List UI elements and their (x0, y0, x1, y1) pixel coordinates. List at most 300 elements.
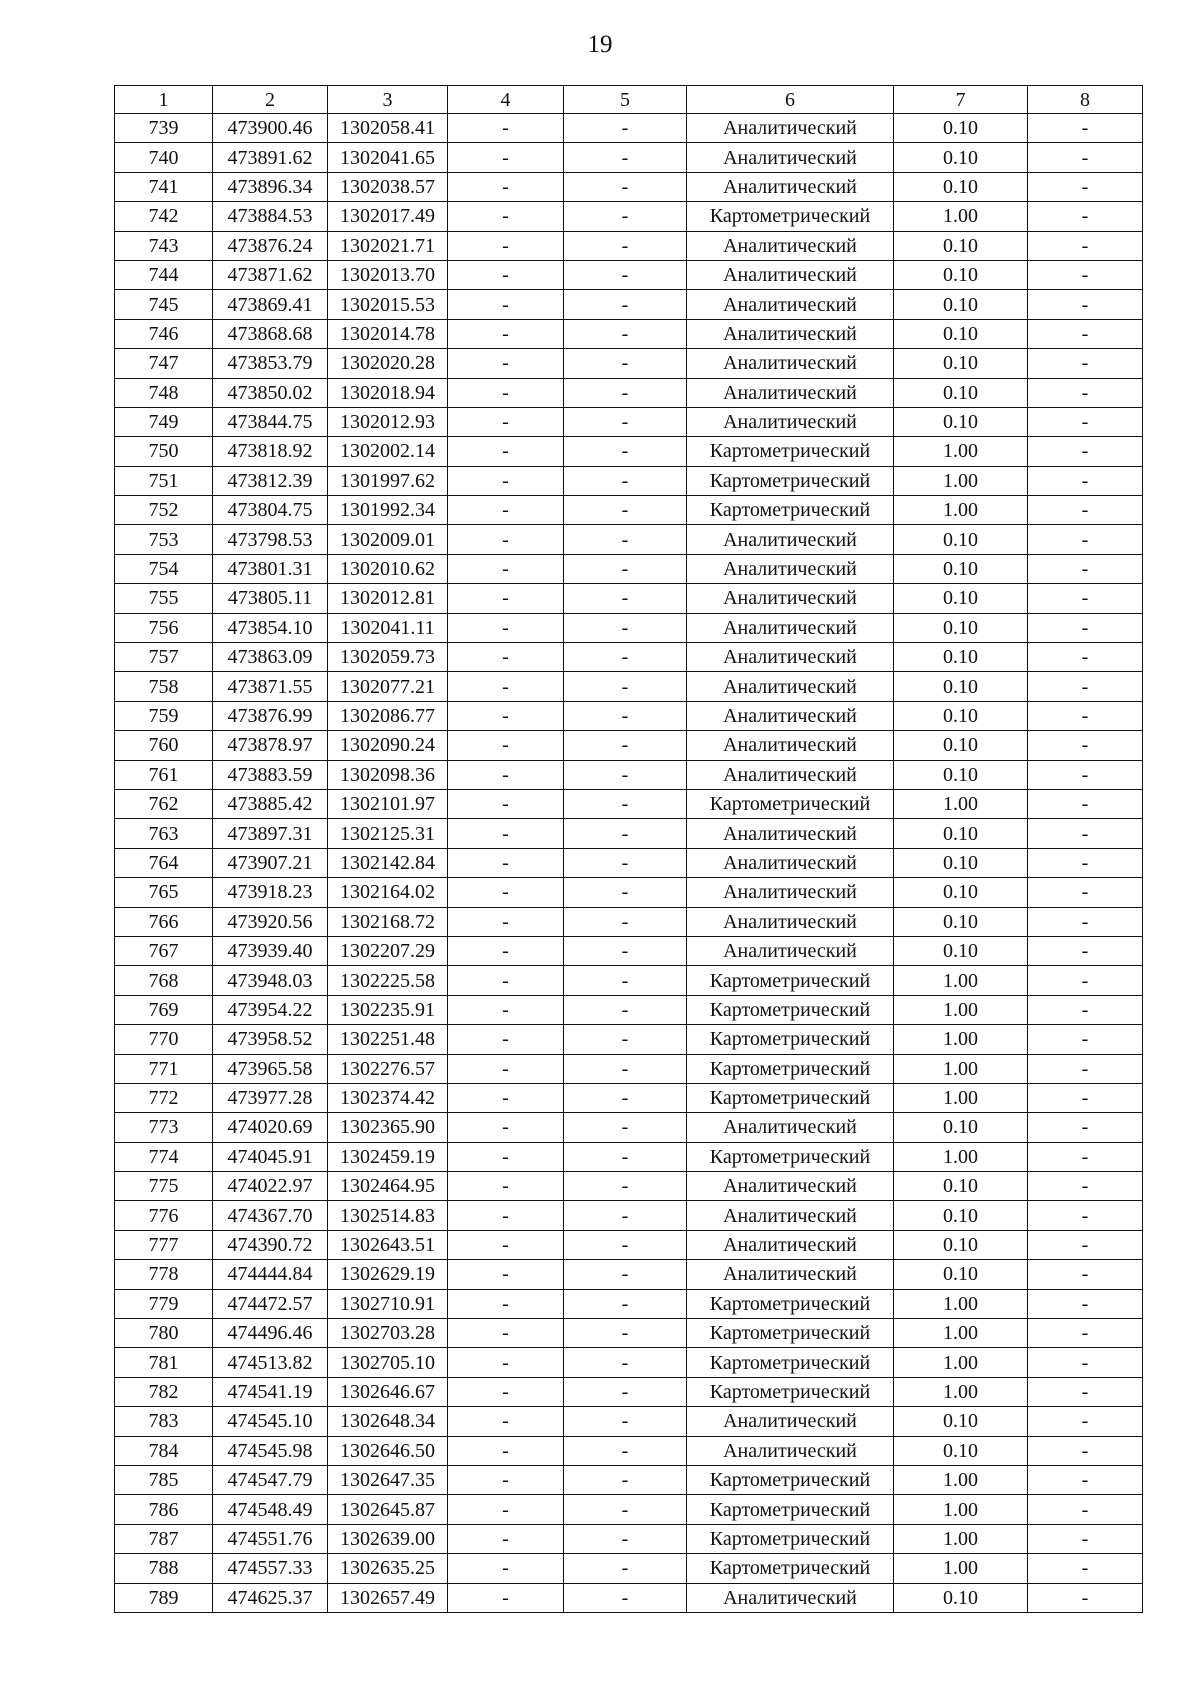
y-coordinate-cell: 1302086.77 (328, 701, 448, 730)
col-8-value-cell: - (1028, 584, 1143, 613)
method-cell: Аналитический (687, 407, 894, 436)
y-coordinate-cell: 1302059.73 (328, 643, 448, 672)
y-coordinate-cell: 1302276.57 (328, 1054, 448, 1083)
accuracy-cell: 0.10 (894, 525, 1028, 554)
col-8-value-cell: - (1028, 466, 1143, 495)
y-coordinate-cell: 1302639.00 (328, 1524, 448, 1553)
table-row (115, 1465, 1143, 1494)
method-cell: Картометрический (687, 1025, 894, 1054)
table-row (115, 437, 1143, 466)
accuracy-cell: 1.00 (894, 1495, 1028, 1524)
accuracy-cell: 1.00 (894, 437, 1028, 466)
accuracy-cell: 0.10 (894, 1113, 1028, 1142)
col-8-value-cell: - (1028, 1348, 1143, 1377)
accuracy-cell: 0.10 (894, 231, 1028, 260)
method-cell: Картометрический (687, 1465, 894, 1494)
col-5-value-cell: - (564, 1554, 687, 1583)
y-coordinate-cell: 1302041.11 (328, 613, 448, 642)
col-5-value-cell: - (564, 407, 687, 436)
col-8-value-cell: - (1028, 378, 1143, 407)
accuracy-cell: 0.10 (894, 672, 1028, 701)
point-number-cell: 784 (115, 1436, 213, 1465)
col-4-value-cell: - (448, 496, 564, 525)
method-cell: Картометрический (687, 1142, 894, 1171)
col-4-value-cell: - (448, 1348, 564, 1377)
point-number-cell: 751 (115, 466, 213, 495)
coordinates-table (114, 85, 1143, 1613)
col-5-value-cell: - (564, 1172, 687, 1201)
y-coordinate-cell: 1302142.84 (328, 848, 448, 877)
method-cell: Аналитический (687, 1172, 894, 1201)
x-coordinate-cell: 473876.99 (213, 701, 328, 730)
table-row (115, 731, 1143, 760)
point-number-cell: 749 (115, 407, 213, 436)
col-8-value-cell: - (1028, 995, 1143, 1024)
y-coordinate-cell: 1302077.21 (328, 672, 448, 701)
accuracy-cell: 0.10 (894, 290, 1028, 319)
col-4-value-cell: - (448, 672, 564, 701)
column-header-7: 7 (894, 86, 1028, 114)
col-5-value-cell: - (564, 378, 687, 407)
point-number-cell: 762 (115, 789, 213, 818)
col-4-value-cell: - (448, 1436, 564, 1465)
col-4-value-cell: - (448, 1113, 564, 1142)
y-coordinate-cell: 1302645.87 (328, 1495, 448, 1524)
x-coordinate-cell: 473868.68 (213, 319, 328, 348)
table-row (115, 290, 1143, 319)
table-row (115, 995, 1143, 1024)
accuracy-cell: 1.00 (894, 202, 1028, 231)
method-cell: Аналитический (687, 1201, 894, 1230)
col-4-value-cell: - (448, 613, 564, 642)
accuracy-cell: 1.00 (894, 1083, 1028, 1112)
point-number-cell: 777 (115, 1230, 213, 1259)
y-coordinate-cell: 1302021.71 (328, 231, 448, 260)
method-cell: Картометрический (687, 1054, 894, 1083)
method-cell: Аналитический (687, 143, 894, 172)
method-cell: Аналитический (687, 1436, 894, 1465)
method-cell: Аналитический (687, 1113, 894, 1142)
col-4-value-cell: - (448, 966, 564, 995)
x-coordinate-cell: 473918.23 (213, 878, 328, 907)
table-row (115, 378, 1143, 407)
col-8-value-cell: - (1028, 1054, 1143, 1083)
col-4-value-cell: - (448, 525, 564, 554)
point-number-cell: 778 (115, 1260, 213, 1289)
y-coordinate-cell: 1302058.41 (328, 114, 448, 143)
method-cell: Картометрический (687, 1289, 894, 1318)
method-cell: Аналитический (687, 819, 894, 848)
col-5-value-cell: - (564, 1260, 687, 1289)
col-8-value-cell: - (1028, 1142, 1143, 1171)
col-8-value-cell: - (1028, 202, 1143, 231)
table-row (115, 260, 1143, 289)
table-row (115, 172, 1143, 201)
table-row (115, 525, 1143, 554)
col-8-value-cell: - (1028, 1201, 1143, 1230)
y-coordinate-cell: 1302657.49 (328, 1583, 448, 1612)
point-number-cell: 739 (115, 114, 213, 143)
y-coordinate-cell: 1302101.97 (328, 789, 448, 818)
accuracy-cell: 1.00 (894, 789, 1028, 818)
point-number-cell: 756 (115, 613, 213, 642)
method-cell: Картометрический (687, 1495, 894, 1524)
point-number-cell: 760 (115, 731, 213, 760)
col-5-value-cell: - (564, 290, 687, 319)
table-row (115, 819, 1143, 848)
x-coordinate-cell: 473891.62 (213, 143, 328, 172)
method-cell: Аналитический (687, 319, 894, 348)
table-row (115, 848, 1143, 877)
accuracy-cell: 1.00 (894, 1289, 1028, 1318)
point-number-cell: 788 (115, 1554, 213, 1583)
x-coordinate-cell: 473804.75 (213, 496, 328, 525)
y-coordinate-cell: 1302646.50 (328, 1436, 448, 1465)
y-coordinate-cell: 1302090.24 (328, 731, 448, 760)
col-5-value-cell: - (564, 1083, 687, 1112)
col-8-value-cell: - (1028, 1113, 1143, 1142)
table-row (115, 496, 1143, 525)
y-coordinate-cell: 1302643.51 (328, 1230, 448, 1259)
method-cell: Картометрический (687, 437, 894, 466)
x-coordinate-cell: 474551.76 (213, 1524, 328, 1553)
col-4-value-cell: - (448, 554, 564, 583)
col-8-value-cell: - (1028, 643, 1143, 672)
method-cell: Аналитический (687, 260, 894, 289)
col-8-value-cell: - (1028, 789, 1143, 818)
col-8-value-cell: - (1028, 1260, 1143, 1289)
col-5-value-cell: - (564, 172, 687, 201)
y-coordinate-cell: 1302168.72 (328, 907, 448, 936)
table-row (115, 1083, 1143, 1112)
y-coordinate-cell: 1301992.34 (328, 496, 448, 525)
col-8-value-cell: - (1028, 1230, 1143, 1259)
col-4-value-cell: - (448, 584, 564, 613)
accuracy-cell: 1.00 (894, 1054, 1028, 1083)
y-coordinate-cell: 1302002.14 (328, 437, 448, 466)
table-row (115, 907, 1143, 936)
col-5-value-cell: - (564, 643, 687, 672)
x-coordinate-cell: 473954.22 (213, 995, 328, 1024)
col-8-value-cell: - (1028, 231, 1143, 260)
col-5-value-cell: - (564, 819, 687, 848)
accuracy-cell: 0.10 (894, 1230, 1028, 1259)
accuracy-cell: 0.10 (894, 936, 1028, 965)
point-number-cell: 740 (115, 143, 213, 172)
x-coordinate-cell: 473900.46 (213, 114, 328, 143)
point-number-cell: 783 (115, 1407, 213, 1436)
y-coordinate-cell: 1302703.28 (328, 1319, 448, 1348)
col-5-value-cell: - (564, 584, 687, 613)
col-8-value-cell: - (1028, 143, 1143, 172)
x-coordinate-cell: 473883.59 (213, 760, 328, 789)
col-8-value-cell: - (1028, 1495, 1143, 1524)
method-cell: Аналитический (687, 907, 894, 936)
col-4-value-cell: - (448, 260, 564, 289)
y-coordinate-cell: 1302225.58 (328, 966, 448, 995)
method-cell: Аналитический (687, 1407, 894, 1436)
point-number-cell: 757 (115, 643, 213, 672)
accuracy-cell: 0.10 (894, 319, 1028, 348)
method-cell: Картометрический (687, 966, 894, 995)
x-coordinate-cell: 474390.72 (213, 1230, 328, 1259)
col-5-value-cell: - (564, 319, 687, 348)
column-header-5: 5 (564, 86, 687, 114)
x-coordinate-cell: 473920.56 (213, 907, 328, 936)
method-cell: Картометрический (687, 466, 894, 495)
col-4-value-cell: - (448, 907, 564, 936)
accuracy-cell: 0.10 (894, 848, 1028, 877)
y-coordinate-cell: 1302648.34 (328, 1407, 448, 1436)
x-coordinate-cell: 473844.75 (213, 407, 328, 436)
col-5-value-cell: - (564, 1495, 687, 1524)
accuracy-cell: 0.10 (894, 584, 1028, 613)
x-coordinate-cell: 474472.57 (213, 1289, 328, 1318)
method-cell: Аналитический (687, 848, 894, 877)
column-header-8: 8 (1028, 86, 1143, 114)
point-number-cell: 787 (115, 1524, 213, 1553)
col-8-value-cell: - (1028, 848, 1143, 877)
x-coordinate-cell: 473896.34 (213, 172, 328, 201)
x-coordinate-cell: 474367.70 (213, 1201, 328, 1230)
x-coordinate-cell: 473897.31 (213, 819, 328, 848)
column-header-4: 4 (448, 86, 564, 114)
col-5-value-cell: - (564, 1201, 687, 1230)
table-row (115, 1260, 1143, 1289)
col-8-value-cell: - (1028, 407, 1143, 436)
y-coordinate-cell: 1301997.62 (328, 466, 448, 495)
y-coordinate-cell: 1302629.19 (328, 1260, 448, 1289)
y-coordinate-cell: 1302012.81 (328, 584, 448, 613)
method-cell: Картометрический (687, 1348, 894, 1377)
col-8-value-cell: - (1028, 1083, 1143, 1112)
point-number-cell: 759 (115, 701, 213, 730)
col-4-value-cell: - (448, 466, 564, 495)
point-number-cell: 752 (115, 496, 213, 525)
accuracy-cell: 1.00 (894, 1377, 1028, 1406)
y-coordinate-cell: 1302020.28 (328, 349, 448, 378)
method-cell: Картометрический (687, 496, 894, 525)
method-cell: Аналитический (687, 231, 894, 260)
col-4-value-cell: - (448, 936, 564, 965)
y-coordinate-cell: 1302014.78 (328, 319, 448, 348)
table-row (115, 1348, 1143, 1377)
x-coordinate-cell: 473863.09 (213, 643, 328, 672)
point-number-cell: 768 (115, 966, 213, 995)
x-coordinate-cell: 473884.53 (213, 202, 328, 231)
col-8-value-cell: - (1028, 1583, 1143, 1612)
col-4-value-cell: - (448, 1230, 564, 1259)
method-cell: Аналитический (687, 613, 894, 642)
method-cell: Аналитический (687, 114, 894, 143)
col-5-value-cell: - (564, 1465, 687, 1494)
point-number-cell: 775 (115, 1172, 213, 1201)
table-row (115, 1201, 1143, 1230)
table-row (115, 584, 1143, 613)
y-coordinate-cell: 1302207.29 (328, 936, 448, 965)
accuracy-cell: 0.10 (894, 613, 1028, 642)
table-row (115, 613, 1143, 642)
point-number-cell: 748 (115, 378, 213, 407)
accuracy-cell: 1.00 (894, 966, 1028, 995)
y-coordinate-cell: 1302374.42 (328, 1083, 448, 1112)
x-coordinate-cell: 473871.62 (213, 260, 328, 289)
method-cell: Аналитический (687, 584, 894, 613)
y-coordinate-cell: 1302125.31 (328, 819, 448, 848)
table-row (115, 319, 1143, 348)
method-cell: Аналитический (687, 554, 894, 583)
col-5-value-cell: - (564, 260, 687, 289)
point-number-cell: 769 (115, 995, 213, 1024)
table-row (115, 231, 1143, 260)
table-row (115, 1524, 1143, 1553)
table-row (115, 1289, 1143, 1318)
y-coordinate-cell: 1302017.49 (328, 202, 448, 231)
point-number-cell: 774 (115, 1142, 213, 1171)
table-row (115, 1554, 1143, 1583)
x-coordinate-cell: 473907.21 (213, 848, 328, 877)
table-row (115, 701, 1143, 730)
method-cell: Аналитический (687, 878, 894, 907)
x-coordinate-cell: 473871.55 (213, 672, 328, 701)
point-number-cell: 780 (115, 1319, 213, 1348)
col-8-value-cell: - (1028, 260, 1143, 289)
accuracy-cell: 1.00 (894, 1025, 1028, 1054)
x-coordinate-cell: 474513.82 (213, 1348, 328, 1377)
col-5-value-cell: - (564, 231, 687, 260)
col-5-value-cell: - (564, 789, 687, 818)
y-coordinate-cell: 1302038.57 (328, 172, 448, 201)
col-5-value-cell: - (564, 496, 687, 525)
col-8-value-cell: - (1028, 819, 1143, 848)
y-coordinate-cell: 1302251.48 (328, 1025, 448, 1054)
y-coordinate-cell: 1302164.02 (328, 878, 448, 907)
method-cell: Аналитический (687, 290, 894, 319)
x-coordinate-cell: 473798.53 (213, 525, 328, 554)
accuracy-cell: 0.10 (894, 878, 1028, 907)
accuracy-cell: 1.00 (894, 1554, 1028, 1583)
x-coordinate-cell: 474496.46 (213, 1319, 328, 1348)
x-coordinate-cell: 474548.49 (213, 1495, 328, 1524)
col-5-value-cell: - (564, 613, 687, 642)
col-8-value-cell: - (1028, 172, 1143, 201)
x-coordinate-cell: 473805.11 (213, 584, 328, 613)
table-row (115, 1495, 1143, 1524)
table-row (115, 1407, 1143, 1436)
col-8-value-cell: - (1028, 613, 1143, 642)
point-number-cell: 785 (115, 1465, 213, 1494)
col-4-value-cell: - (448, 878, 564, 907)
point-number-cell: 743 (115, 231, 213, 260)
col-8-value-cell: - (1028, 1407, 1143, 1436)
table-row (115, 789, 1143, 818)
accuracy-cell: 0.10 (894, 1583, 1028, 1612)
method-cell: Аналитический (687, 672, 894, 701)
y-coordinate-cell: 1302009.01 (328, 525, 448, 554)
point-number-cell: 781 (115, 1348, 213, 1377)
col-4-value-cell: - (448, 231, 564, 260)
col-8-value-cell: - (1028, 672, 1143, 701)
table-row (115, 936, 1143, 965)
col-5-value-cell: - (564, 1377, 687, 1406)
col-5-value-cell: - (564, 848, 687, 877)
x-coordinate-cell: 473878.97 (213, 731, 328, 760)
x-coordinate-cell: 473801.31 (213, 554, 328, 583)
table-row (115, 349, 1143, 378)
col-8-value-cell: - (1028, 1289, 1143, 1318)
table-row (115, 672, 1143, 701)
col-5-value-cell: - (564, 1113, 687, 1142)
col-8-value-cell: - (1028, 1524, 1143, 1553)
x-coordinate-cell: 474541.19 (213, 1377, 328, 1406)
table-row (115, 1113, 1143, 1142)
table-row (115, 643, 1143, 672)
y-coordinate-cell: 1302635.25 (328, 1554, 448, 1583)
col-4-value-cell: - (448, 1289, 564, 1318)
accuracy-cell: 0.10 (894, 349, 1028, 378)
table-row (115, 1319, 1143, 1348)
point-number-cell: 782 (115, 1377, 213, 1406)
col-8-value-cell: - (1028, 437, 1143, 466)
accuracy-cell: 0.10 (894, 1201, 1028, 1230)
point-number-cell: 746 (115, 319, 213, 348)
point-number-cell: 766 (115, 907, 213, 936)
y-coordinate-cell: 1302646.67 (328, 1377, 448, 1406)
col-4-value-cell: - (448, 731, 564, 760)
method-cell: Картометрический (687, 789, 894, 818)
accuracy-cell: 0.10 (894, 907, 1028, 936)
col-8-value-cell: - (1028, 760, 1143, 789)
accuracy-cell: 0.10 (894, 378, 1028, 407)
point-number-cell: 747 (115, 349, 213, 378)
y-coordinate-cell: 1302018.94 (328, 378, 448, 407)
point-number-cell: 754 (115, 554, 213, 583)
accuracy-cell: 0.10 (894, 1260, 1028, 1289)
table-row (115, 1230, 1143, 1259)
col-5-value-cell: - (564, 1230, 687, 1259)
col-4-value-cell: - (448, 349, 564, 378)
col-4-value-cell: - (448, 143, 564, 172)
x-coordinate-cell: 474545.98 (213, 1436, 328, 1465)
col-5-value-cell: - (564, 525, 687, 554)
col-8-value-cell: - (1028, 731, 1143, 760)
col-5-value-cell: - (564, 936, 687, 965)
col-4-value-cell: - (448, 172, 564, 201)
col-5-value-cell: - (564, 1348, 687, 1377)
x-coordinate-cell: 473939.40 (213, 936, 328, 965)
col-8-value-cell: - (1028, 1436, 1143, 1465)
x-coordinate-cell: 473958.52 (213, 1025, 328, 1054)
col-4-value-cell: - (448, 1407, 564, 1436)
col-4-value-cell: - (448, 1025, 564, 1054)
x-coordinate-cell: 474547.79 (213, 1465, 328, 1494)
x-coordinate-cell: 474045.91 (213, 1142, 328, 1171)
accuracy-cell: 0.10 (894, 1436, 1028, 1465)
point-number-cell: 786 (115, 1495, 213, 1524)
col-8-value-cell: - (1028, 936, 1143, 965)
method-cell: Картометрический (687, 1524, 894, 1553)
method-cell: Аналитический (687, 1230, 894, 1259)
accuracy-cell: 0.10 (894, 731, 1028, 760)
accuracy-cell: 0.10 (894, 760, 1028, 789)
col-5-value-cell: - (564, 437, 687, 466)
x-coordinate-cell: 474020.69 (213, 1113, 328, 1142)
accuracy-cell: 0.10 (894, 701, 1028, 730)
x-coordinate-cell: 473869.41 (213, 290, 328, 319)
point-number-cell: 779 (115, 1289, 213, 1318)
col-8-value-cell: - (1028, 1319, 1143, 1348)
y-coordinate-cell: 1302041.65 (328, 143, 448, 172)
